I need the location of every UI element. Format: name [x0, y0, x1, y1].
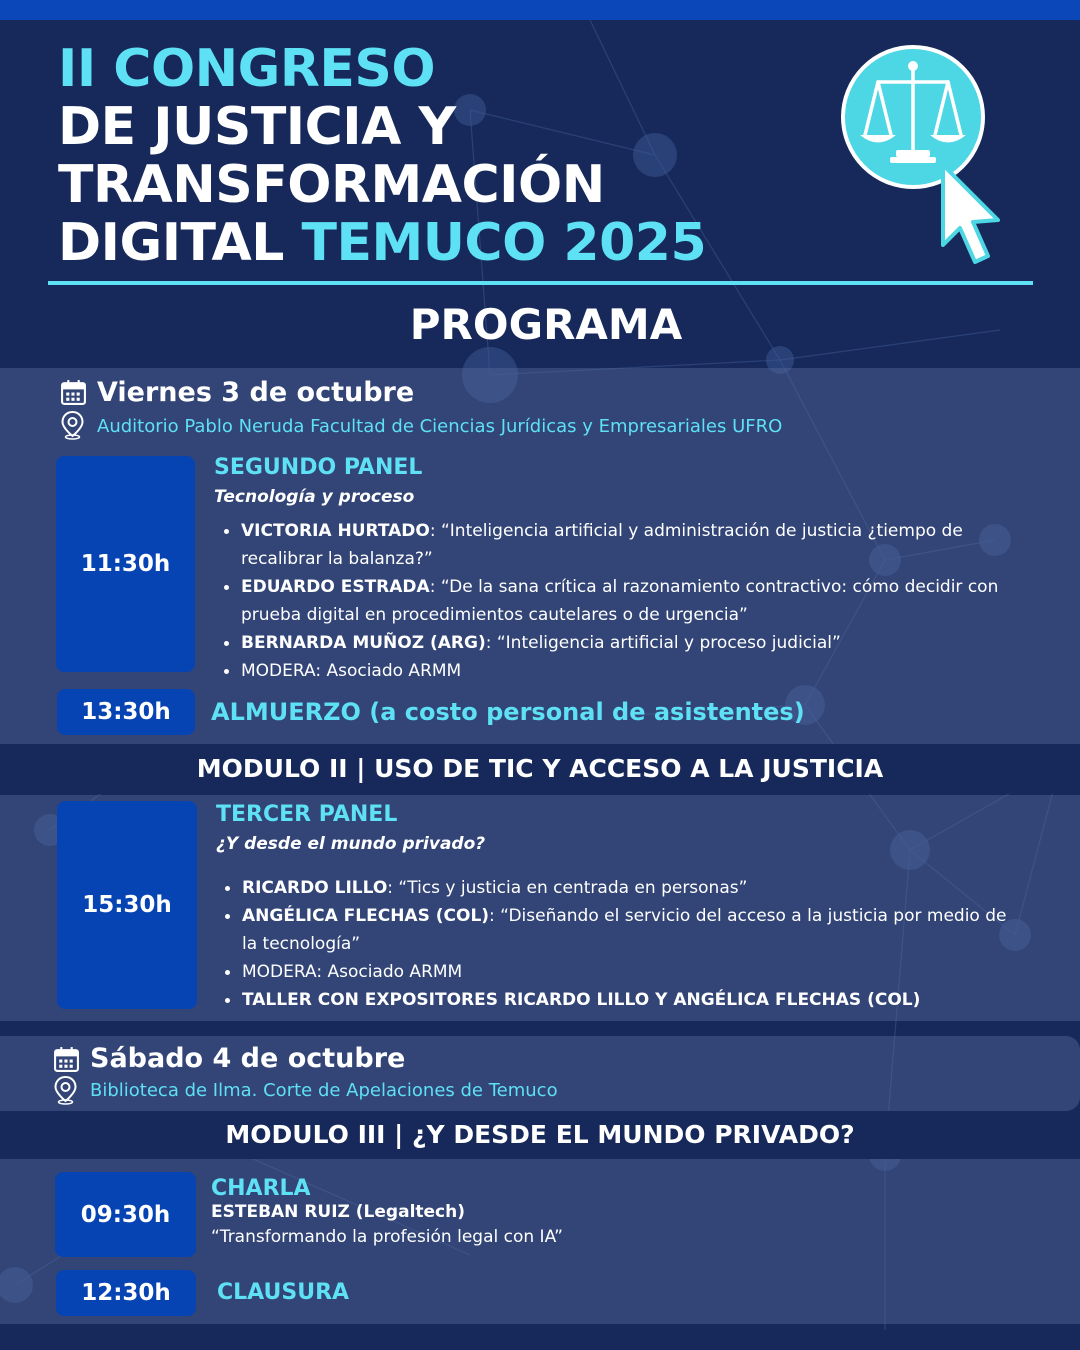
day2-place: Biblioteca de Ilma. Corte de Apelaciones de Temuco [90, 1080, 558, 1101]
list-item: BERNARDA MUÑOZ (ARG): “Inteligencia artificial y proceso judicial” [215, 629, 1015, 657]
module2-heading: MODULO II | USO DE TIC Y ACCESO A LA JUSTICIA [0, 744, 1080, 794]
list-item: EDUARDO ESTRADA: “De la sana crítica al razonamiento contractivo: cómo decidir con prueba digital en procedimientos cautelares o de urgencia” [215, 573, 1015, 629]
list-item: ANGÉLICA FLECHAS (COL): “Diseñando el servicio del acceso a la justicia por medio de la tecnología” [216, 902, 1016, 958]
title-line-4 [58, 214, 706, 272]
title-line-4-cyan: TEMUCO 2025 [301, 213, 707, 273]
day1-place: Auditorio Pablo Neruda Facultad de Ciencias Jurídicas y Empresariales UFRO [97, 416, 783, 437]
day2-date: Sábado 4 de octubre [90, 1043, 406, 1074]
list-item: RICARDO LILLO: “Tics y justicia en centrada en personas” [216, 874, 1016, 902]
panel3-speaker-list [216, 874, 1016, 1014]
talk-speaker: ESTEBAN RUIZ (Legaltech) [211, 1202, 465, 1222]
location-pin-icon [60, 410, 85, 440]
talk-title: CHARLA [211, 1176, 311, 1201]
panel2-time: 11:30h [56, 456, 195, 672]
title-line-3: TRANSFORMACIÓN [58, 155, 605, 215]
scales-of-justice-cursor-icon [838, 40, 1018, 270]
programa-heading: PROGRAMA [409, 300, 683, 349]
title-divider [48, 281, 1033, 285]
module3-heading: MODULO III | ¿Y DESDE EL MUNDO PRIVADO? [0, 1111, 1080, 1159]
calendar-icon [60, 379, 87, 406]
day1-date: Viernes 3 de octubre [97, 377, 415, 408]
title-line-1: II CONGRESO [58, 39, 436, 99]
list-item: MODERA: Asociado ARMM [216, 958, 1016, 986]
panel2-speaker-list [215, 517, 1015, 685]
closing-label: CLAUSURA [217, 1280, 350, 1305]
closing-time: 12:30h [56, 1270, 196, 1316]
talk-topic: “Transformando la profesión legal con IA” [211, 1227, 563, 1247]
list-item: VICTORIA HURTADO: “Inteligencia artificial y administración de justicia ¿tiempo de recalibrar la balanza?” [215, 517, 1015, 573]
panel2-title: SEGUNDO PANEL [214, 455, 423, 480]
list-item: MODERA: Asociado ARMM [215, 657, 1015, 685]
calendar-icon [53, 1046, 80, 1073]
title-line-4-white: DIGITAL [58, 213, 284, 273]
panel3-title: TERCER PANEL [216, 802, 398, 827]
panel2-subtitle: Tecnología y proceso [214, 487, 415, 507]
title-line-2: DE JUSTICIA Y [58, 97, 456, 157]
list-item: TALLER CON EXPOSITORES RICARDO LILLO Y ANGÉLICA FLECHAS (COL) [216, 986, 1016, 1014]
talk-time: 09:30h [55, 1172, 196, 1257]
location-pin-icon [53, 1075, 78, 1105]
event-title [58, 40, 706, 272]
lunch-label: ALMUERZO (a costo personal de asistentes) [211, 698, 805, 726]
panel3-subtitle: ¿Y desde el mundo privado? [216, 834, 486, 854]
panel3-time: 15:30h [57, 801, 197, 1009]
lunch-time: 13:30h [57, 689, 195, 735]
